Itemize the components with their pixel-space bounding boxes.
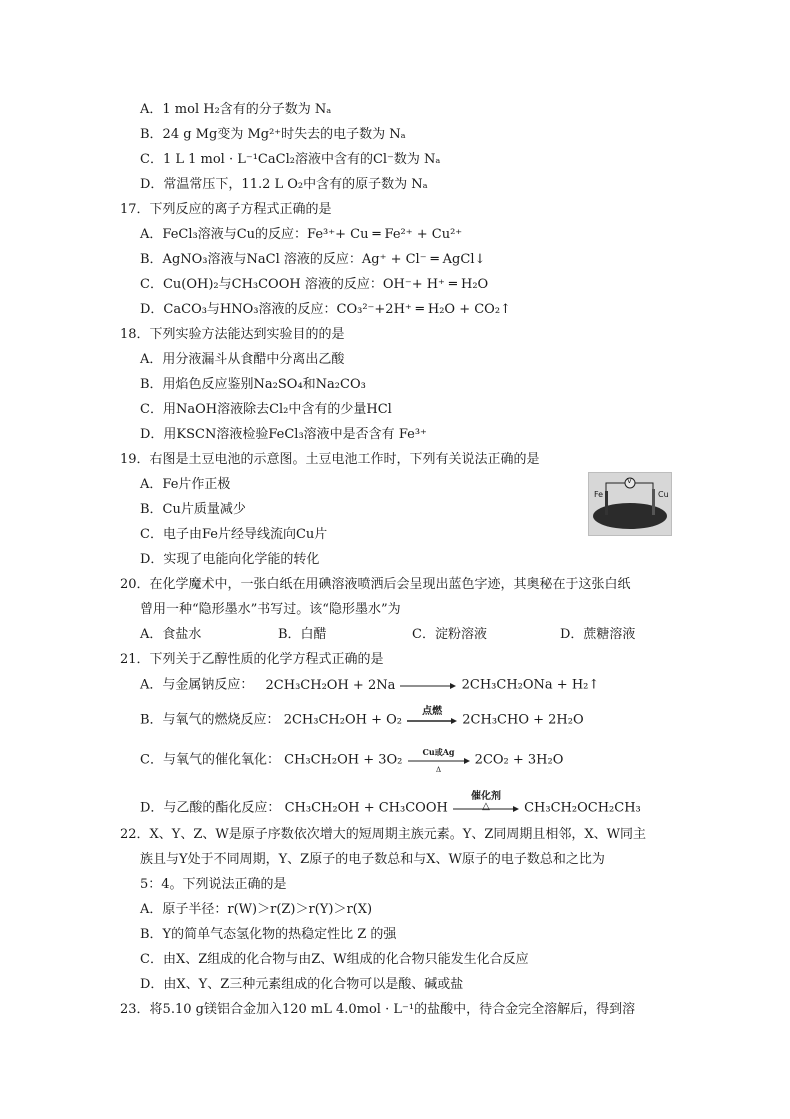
- q17-option-d: D．CaCO₃与HNO₃溶液的反应：CO₃²⁻+2H⁺ ═ H₂O + CO₂↑: [140, 302, 511, 317]
- potato-battery-figure: [588, 472, 672, 536]
- q22-option-c: C．由X、Z组成的化合物与由Z、W组成的化合物只能发生化合反应: [140, 952, 529, 967]
- q19-option-b: B．Cu片质量减少: [140, 502, 246, 517]
- q20-stem-line1: 20．在化学魔术中，一张白纸在用碘溶液喷洒后会呈现出蓝色字迹，其奥秘在于这张白纸: [120, 577, 631, 592]
- q18-stem: 18．下列实验方法能达到实验目的的是: [120, 327, 345, 342]
- q21-c-label: C．与氧气的催化氧化：: [140, 752, 280, 768]
- q21-d-reactants: CH₃CH₂OH + CH₃COOH: [284, 800, 448, 816]
- q17-stem: 17．下列反应的离子方程式正确的是: [120, 202, 332, 217]
- q22-option-a: A．原子半径：r(W)＞r(Z)＞r(Y)＞r(X): [140, 902, 373, 917]
- q22-option-d: D．由X、Y、Z三种元素组成的化合物可以是酸、碱或盐: [140, 977, 464, 992]
- q17-option-b: B．AgNO₃溶液与NaCl 溶液的反应：Ag⁺ + Cl⁻ ═ AgCl↓: [140, 252, 486, 267]
- q17-option-c: C．Cu(OH)₂与CH₃COOH 溶液的反应：OH⁻+ H⁺ ═ H₂O: [140, 277, 489, 292]
- q19-option-c: C．电子由Fe片经导线流向Cu片: [140, 527, 328, 542]
- q18-option-a: A．用分液漏斗从食醋中分离出乙酸: [140, 352, 345, 367]
- q21-a-reactants: 2CH₃CH₂OH + 2Na: [265, 677, 396, 693]
- q20-option-c: C．淀粉溶液: [412, 627, 487, 642]
- q21-d-products: CH₃CH₂OCH₂CH₃: [524, 800, 641, 816]
- q18-option-c: C．用NaOH溶液除去Cl₂中含有的少量HCl: [140, 402, 392, 417]
- q16-option-a: A．1 mol H₂含有的分子数为 Nₐ: [140, 102, 332, 117]
- q16-option-d: D．常温常压下，11.2 L O₂中含有的原子数为 Nₐ: [140, 177, 428, 192]
- q19-stem: 19．右图是土豆电池的示意图。土豆电池工作时，下列有关说法正确的是: [120, 452, 540, 467]
- q21-option-d: [140, 791, 641, 818]
- q21-c-condition: Cu或Ag: [422, 747, 455, 757]
- q21-option-c: [140, 747, 564, 774]
- fe-electrode-label: Fe: [594, 490, 604, 499]
- q21-stem: 21．下列关于乙醇性质的化学方程式正确的是: [120, 652, 384, 667]
- q21-a-label: A．与金属钠反应：: [140, 677, 254, 693]
- q21-option-a: [140, 676, 599, 695]
- q21-b-arrow: [406, 706, 458, 729]
- voltmeter-label: V: [627, 477, 632, 485]
- q21-b-label: B．与氧气的燃烧反应：: [140, 712, 280, 728]
- cu-electrode-label: Cu: [658, 490, 669, 499]
- q20-stem-line2: 曾用一种“隐形墨水”书写过。该“隐形墨水”为: [140, 602, 401, 617]
- q20-option-b: B．白醋: [278, 627, 327, 642]
- q21-b-reactants: 2CH₃CH₂OH + O₂: [283, 712, 402, 728]
- q22-stem-line2: 族且与Y处于不同周期，Y、Z原子的电子数总和与X、W原子的电子数总和之比为: [140, 852, 605, 867]
- q21-d-label: D．与乙酸的酯化反应：: [140, 800, 281, 816]
- q21-c-heat-symbol: Δ: [436, 766, 442, 774]
- q22-option-b: B．Y的简单气态氢化物的热稳定性比 Z 的强: [140, 927, 397, 942]
- q23-stem: 23．将5.10 g镁铝合金加入120 mL 4.0mol · L⁻¹的盐酸中，待合金完全溶解后，得到溶: [120, 1002, 636, 1017]
- q21-b-products: 2CH₃CHO + 2H₂O: [462, 712, 584, 728]
- q18-option-b: B．用焰色反应鉴别Na₂SO₄和Na₂CO₃: [140, 377, 366, 392]
- q21-d-condition: 催化剂: [470, 791, 501, 802]
- q17-option-a: A．FeCl₃溶液与Cu的反应：Fe³⁺+ Cu ═ Fe²⁺ + Cu²⁺: [140, 227, 463, 242]
- q19-option-a: A．Fe片作正极: [140, 477, 231, 492]
- q21-a-arrow: [399, 676, 457, 694]
- q20-option-d: D．蔗糖溶液: [560, 627, 636, 642]
- q21-c-arrow: [407, 747, 471, 774]
- q16-option-b: B．24 g Mg变为 Mg²⁺时失去的电子数为 Nₐ: [140, 127, 406, 142]
- q21-a-products: 2CH₃CH₂ONa + H₂↑: [461, 677, 600, 693]
- q19-option-d: D．实现了电能向化学能的转化: [140, 552, 320, 567]
- q20-option-a: A．食盐水: [140, 627, 202, 642]
- q21-c-reactants: CH₃CH₂OH + 3O₂: [284, 752, 403, 768]
- q21-d-heat-symbol: △: [482, 801, 490, 812]
- q16-option-c: C．1 L 1 mol · L⁻¹CaCl₂溶液中含有的Cl⁻数为 Nₐ: [140, 152, 441, 167]
- q18-option-d: D．用KSCN溶液检验FeCl₃溶液中是否含有 Fe³⁺: [140, 427, 427, 442]
- q21-b-condition: 点燃: [422, 706, 443, 717]
- q22-stem-line3: 5：4。下列说法正确的是: [140, 877, 287, 892]
- q21-d-arrow: [452, 791, 520, 817]
- q21-c-products: 2CO₂ + 3H₂O: [474, 752, 564, 768]
- q21-option-b: [140, 706, 584, 730]
- q22-stem-line1: 22．X、Y、Z、W是原子序数依次增大的短周期主族元素。Y、Z同周期且相邻，X、W同主: [120, 827, 647, 842]
